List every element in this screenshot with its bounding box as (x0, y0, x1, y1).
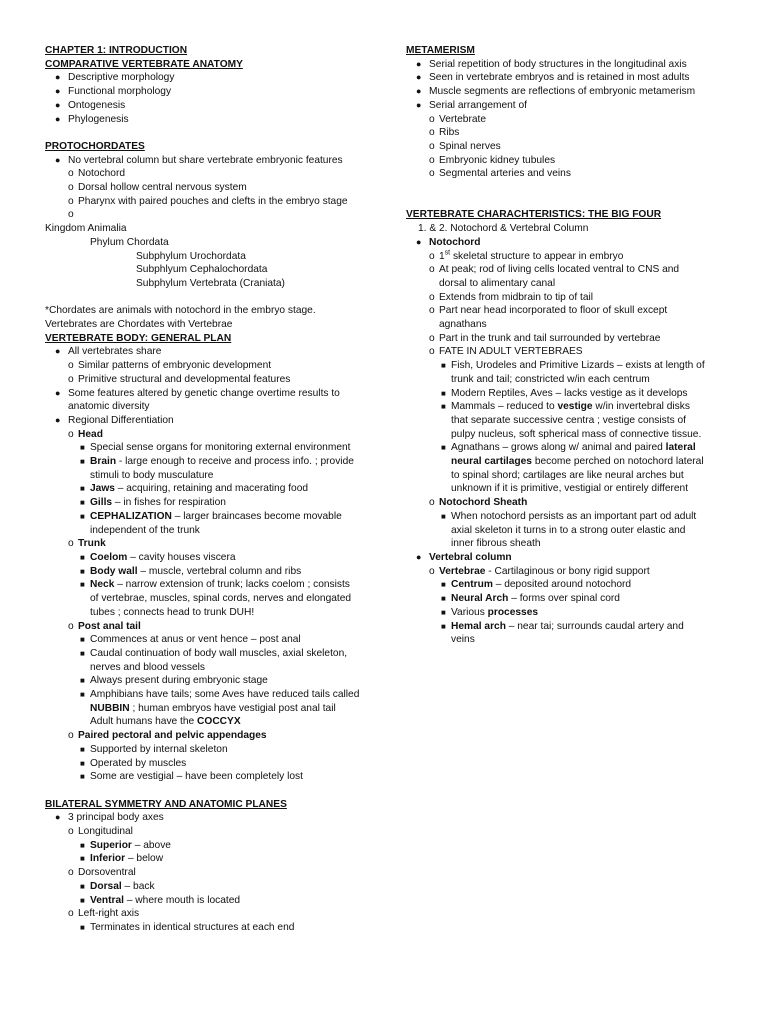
square-bullet-icon: ■ (441, 580, 446, 590)
list-item-continuation: neural cartilages become perched on notochord lateral (451, 456, 704, 468)
list-item: ● Phylogenesis (55, 113, 129, 125)
list-item: ■ Ventral – where mouth is located (80, 894, 241, 906)
list-item: o Notochord (68, 168, 126, 180)
list-item: ■ Commences at anus or vent hence – post anal (80, 634, 301, 646)
list-item: o Head (68, 428, 103, 440)
left-column (45, 44, 395, 935)
bullet-icon: ● (55, 99, 61, 110)
square-bullet-icon: ■ (441, 388, 446, 398)
list-item: ● Muscle segments are reflections of embryonic metamerism (416, 86, 696, 98)
circle-bullet-icon: o (68, 373, 74, 385)
list-item: ■ Modern Reptiles, Aves – lacks vestige as it develops (441, 387, 688, 399)
list-item: o Longitudinal (68, 826, 133, 838)
chapter-title: CHAPTER 1: INTRODUCTION (45, 45, 188, 56)
list-item: ■ Superior – above (80, 839, 171, 851)
circle-bullet-icon: o (429, 264, 435, 276)
bullet-icon: ● (55, 812, 61, 823)
square-bullet-icon: ■ (80, 922, 85, 932)
list-item: ■ Fish, Urodeles and Primitive Lizards – exists at length of (441, 360, 705, 372)
list-item: ■ Operated by muscles (80, 757, 187, 769)
list-item: ■ Gills – in fishes for respiration (80, 497, 226, 509)
list-item: ● Functional morphology (55, 86, 172, 98)
circle-bullet-icon: o (68, 195, 74, 207)
list-item: o Post anal tail (68, 620, 141, 632)
list-item: o Notochord Sheath (429, 497, 528, 509)
circle-bullet-icon: o (429, 497, 435, 509)
square-bullet-icon: ■ (80, 457, 85, 467)
list-item-continuation: unknown if it is primitive, vestigial or entirely different (451, 483, 689, 495)
circle-bullet-icon: o (429, 113, 435, 125)
list-item-continuation: to spinal shord; cartilages are like neural arches but (451, 469, 684, 481)
square-bullet-icon: ■ (80, 772, 85, 782)
bullet-icon: ● (416, 72, 422, 83)
circle-bullet-icon: o (429, 305, 435, 317)
circle-bullet-icon: o (68, 620, 74, 632)
square-bullet-icon: ■ (80, 690, 85, 700)
list-item: ● All vertebrates share (55, 346, 162, 358)
list-item: ■ Some are vestigial – have been completely lost (80, 771, 303, 783)
list-item-continuation: inner fibrous sheath (451, 538, 541, 550)
list-item: ■ Body wall – muscle, vertebral column and ribs (80, 565, 302, 577)
list-item: ■ Terminates in identical structures at each end (80, 921, 295, 933)
list-item: ■ Agnathans – grows along w/ animal and paired lateral (441, 442, 696, 454)
list-item: ■ Always present during embryonic stage (80, 675, 268, 687)
list-item: o Vertebrae - Cartilaginous or bony rigid support (429, 565, 650, 577)
section-title-big-four: VERTEBRATE CHARACHTERISTICS: THE BIG FOUR (406, 209, 662, 221)
list-item-continuation: agnathans (439, 319, 487, 331)
list-item-continuation: anatomic diversity (68, 401, 150, 413)
list-item: ● Vertebral column (416, 551, 512, 563)
list-item: o Extends from midbrain to tip of tail (429, 291, 594, 303)
list-item: o Dorsoventral (68, 867, 136, 879)
square-bullet-icon: ■ (441, 402, 446, 412)
list-item: o Part near head incorporated to floor of skull except (429, 305, 668, 317)
bullet-icon: ● (55, 346, 61, 357)
list-item: ■ Caudal continuation of body wall muscles, axial skeleton, (80, 647, 348, 659)
taxonomy-kingdom: Kingdom Animalia (45, 223, 127, 235)
square-bullet-icon: ■ (80, 840, 85, 850)
circle-bullet-icon: o (68, 826, 74, 838)
list-item-continuation: trunk and tail; constricted w/in each centrum (451, 373, 650, 385)
circle-bullet-icon: o (68, 428, 74, 440)
square-bullet-icon: ■ (80, 676, 85, 686)
list-item-continuation: that separate successive centra ; vestige consists of (451, 414, 686, 426)
circle-bullet-icon: o (68, 360, 74, 372)
circle-bullet-icon: o (68, 209, 74, 221)
list-item: o Dorsal hollow central nervous system (68, 182, 247, 194)
list-item: ■ Neck – narrow extension of trunk; lacks coelom ; consists (80, 579, 350, 591)
list-item: ■ When notochord persists as an important part od adult (441, 510, 697, 522)
list-item-continuation: dorsal to alimentary canal (439, 277, 556, 289)
circle-bullet-icon: o (68, 182, 74, 194)
bullet-icon: ● (55, 414, 61, 425)
circle-bullet-icon: o (429, 127, 435, 139)
square-bullet-icon: ■ (80, 895, 85, 905)
bullet-icon: ● (416, 551, 422, 562)
list-item: o Similar patterns of embryonic development (68, 360, 272, 372)
bullet-icon: ● (55, 113, 61, 124)
list-item: ■ Inferior – below (80, 853, 164, 865)
list-item: ■ CEPHALIZATION – larger braincases become movable (80, 510, 342, 522)
list-item: ● 3 principal body axes (55, 812, 164, 824)
square-bullet-icon: ■ (80, 744, 85, 754)
list-item: o Ribs (429, 127, 460, 139)
list-item: o Trunk (68, 538, 106, 550)
section-title-comparative: COMPARATIVE VERTEBRATE ANATOMY (45, 58, 243, 70)
square-bullet-icon: ■ (80, 648, 85, 658)
square-bullet-icon: ■ (80, 511, 85, 521)
list-item: o FATE IN ADULT VERTEBRAES (429, 346, 583, 358)
bullet-icon: ● (416, 58, 422, 69)
bullet-icon: ● (416, 86, 422, 97)
list-item: ● No vertebral column but share vertebrate embryonic features (55, 154, 343, 166)
list-item: o Embryonic kidney tubules (429, 154, 556, 166)
note-line: Vertebrates are Chordates with Vertebrae (45, 319, 233, 331)
square-bullet-icon: ■ (441, 361, 446, 371)
list-item: o Left-right axis (68, 908, 140, 920)
taxonomy-subphylum: Subphlyum Cephalochordata (136, 264, 268, 276)
circle-bullet-icon: o (68, 908, 74, 920)
circle-bullet-icon: o (68, 730, 74, 742)
list-item-continuation: Adult humans have the COCCYX (90, 716, 241, 728)
list-item: o Segmental arteries and veins (429, 168, 571, 180)
list-item: ■ Mammals – reduced to vestige w/in invertebral disks (441, 401, 690, 413)
list-item: ● Notochord (416, 236, 481, 248)
circle-bullet-icon: o (429, 346, 435, 358)
list-item-continuation: stimuli to body musculature (90, 469, 214, 481)
list-item: ● Regional Differentiation (55, 414, 174, 426)
bullet-icon: ● (55, 86, 61, 97)
list-item: ■ Brain - large enough to receive and process info. ; provide (80, 456, 354, 468)
square-bullet-icon: ■ (80, 635, 85, 645)
square-bullet-icon: ■ (80, 498, 85, 508)
square-bullet-icon: ■ (80, 580, 85, 590)
list-item: ■ Hemal arch – near tai; surrounds caudal artery and (441, 620, 684, 632)
list-item-continuation: nerves and blood vessels (90, 661, 205, 673)
list-item: ■ Jaws – acquiring, retaining and macerating food (80, 483, 309, 495)
section-title-symmetry: BILATERAL SYMMETRY AND ANATOMIC PLANES (45, 798, 287, 810)
note-line: *Chordates are animals with notochord in the embryo stage. (45, 305, 316, 317)
list-item: o Pharynx with paired pouches and clefts in the embryo stage (68, 195, 348, 207)
list-item-continuation: axial skeleton it turns in to a strong outer elastic and (451, 524, 686, 536)
list-item: o Primitive structural and developmental features (68, 373, 291, 385)
circle-bullet-icon: o (429, 332, 435, 344)
taxonomy-subphylum: Subphylum Vertebrata (Craniata) (136, 277, 285, 289)
bullet-icon: ● (55, 72, 61, 83)
circle-bullet-icon: o (429, 565, 435, 577)
square-bullet-icon: ■ (441, 594, 446, 604)
section-title-protochordates: PROTOCHORDATES (45, 140, 145, 152)
list-item: ■ Various processes (441, 606, 539, 618)
list-item: ■ Coelom – cavity houses viscera (80, 551, 236, 563)
list-item-continuation: veins (451, 634, 475, 646)
list-item: ■ Dorsal – back (80, 880, 155, 892)
numbered-item: 1. & 2. Notochord & Vertebral Column (418, 223, 589, 235)
circle-bullet-icon: o (68, 538, 74, 550)
list-item (45, 208, 395, 222)
list-item-continuation: of vertebrae, muscles, spinal cords, nerves and elongated (90, 593, 352, 605)
section-title-body-plan: VERTEBRATE BODY: GENERAL PLAN (45, 332, 232, 344)
circle-bullet-icon: o (429, 168, 435, 180)
list-item: ● Descriptive morphology (55, 72, 175, 84)
square-bullet-icon: ■ (80, 552, 85, 562)
list-item: ● Serial repetition of body structures in the longitudinal axis (416, 58, 687, 70)
circle-bullet-icon: o (429, 140, 435, 152)
square-bullet-icon: ■ (80, 881, 85, 891)
square-bullet-icon: ■ (441, 511, 446, 521)
list-item-continuation: pulpy nucleus, soft spherical mass of connective tissue. (451, 428, 702, 440)
list-item: ■ Amphibians have tails; some Aves have reduced tails called (80, 689, 360, 701)
right-column (406, 44, 726, 647)
square-bullet-icon: ■ (441, 443, 446, 453)
square-bullet-icon: ■ (80, 443, 85, 453)
list-item-continuation: tubes ; connects head to trunk DUH! (90, 606, 255, 618)
circle-bullet-icon: o (429, 291, 435, 303)
list-item: o Paired pectoral and pelvic appendages (68, 730, 267, 742)
list-item: o Part in the trunk and tail surrounded by vertebrae (429, 332, 661, 344)
list-item: o Vertebrate (429, 113, 487, 125)
list-item: o 1st skeletal structure to appear in embryo (429, 249, 624, 262)
circle-bullet-icon: o (68, 168, 74, 180)
list-item: ■ Centrum – deposited around notochord (441, 579, 632, 591)
taxonomy-subphylum: Subphylum Urochordata (136, 250, 246, 262)
square-bullet-icon: ■ (80, 854, 85, 864)
bullet-icon: ● (55, 387, 61, 398)
list-item: ■ Supported by internal skeleton (80, 743, 228, 755)
list-item: ● Seen in vertebrate embryos and is retained in most adults (416, 72, 690, 84)
square-bullet-icon: ■ (441, 621, 446, 631)
list-item: ● Some features altered by genetic change overtime results to (55, 387, 340, 399)
list-item-continuation: independent of the trunk (90, 524, 200, 536)
circle-bullet-icon: o (429, 250, 435, 262)
list-item-continuation: NUBBIN ; human embryos have vestigial post anal tail (90, 702, 336, 714)
bullet-icon: ● (416, 99, 422, 110)
square-bullet-icon: ■ (80, 484, 85, 494)
list-item: o At peak; rod of living cells located ventral to CNS and (429, 264, 680, 276)
circle-bullet-icon: o (429, 154, 435, 166)
list-item: o Spinal nerves (429, 140, 501, 152)
list-item: ● Serial arrangement of (416, 99, 527, 111)
circle-bullet-icon: o (68, 867, 74, 879)
square-bullet-icon: ■ (80, 566, 85, 576)
list-item: ■ Neural Arch – forms over spinal cord (441, 593, 620, 605)
square-bullet-icon: ■ (80, 758, 85, 768)
list-item: ■ Special sense organs for monitoring external environment (80, 442, 351, 454)
section-title-metamerism: METAMERISM (406, 45, 475, 56)
list-item: ● Ontogenesis (55, 99, 126, 111)
bullet-icon: ● (55, 154, 61, 165)
square-bullet-icon: ■ (441, 607, 446, 617)
bullet-icon: ● (416, 236, 422, 247)
taxonomy-phylum: Phylum Chordata (90, 236, 169, 248)
